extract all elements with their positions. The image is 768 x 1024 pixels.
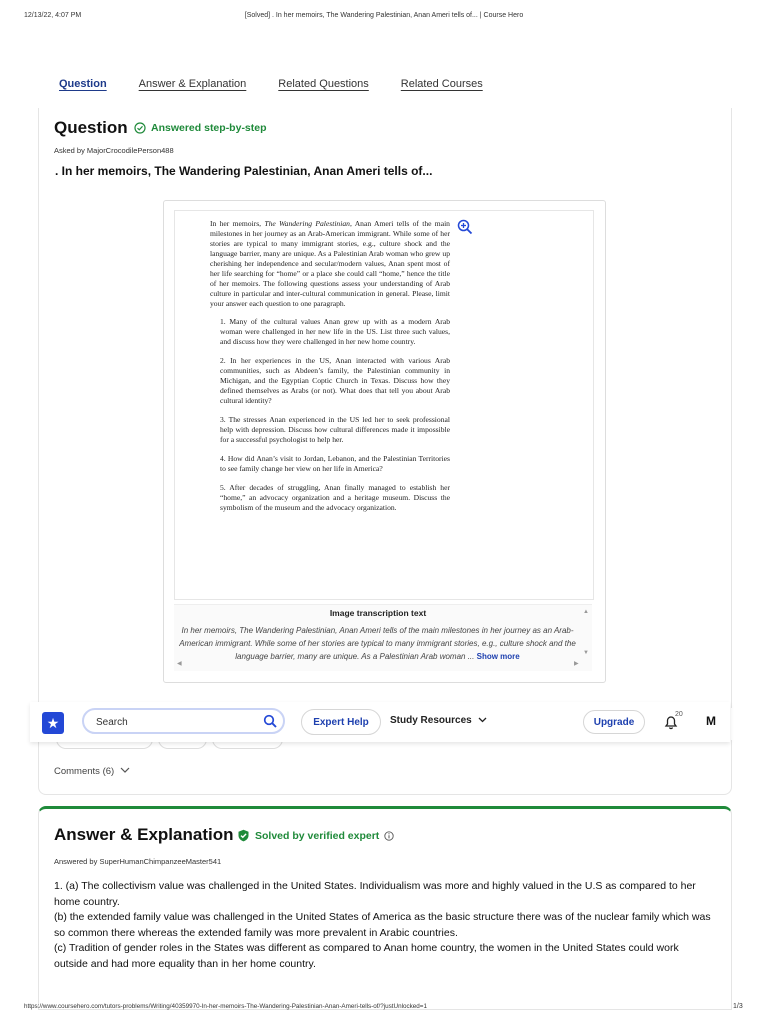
study-resources-label: Study Resources xyxy=(390,715,472,726)
print-page-title: [Solved] . In her memoirs, The Wandering Palestinian, Anan Ameri tells of... | Course Hero xyxy=(244,12,524,19)
doc-intro-italic: The Wandering Palestinian xyxy=(264,219,350,228)
scroll-down-icon[interactable]: ▼ xyxy=(583,650,589,656)
transcription-body: In her memoirs, The Wandering Palestinian, Anan Ameri tells of the main milestones in her journey as an Arab-American immigrant. While some of her stories are typical to many immigrant stories, e.g., culture shock and the language barrier, many are unique. As a Palestinian Arab woman ... xyxy=(179,626,576,661)
notification-count: 20 xyxy=(675,711,683,718)
avatar[interactable]: M xyxy=(706,714,716,728)
scroll-left-icon[interactable]: ◀ xyxy=(177,661,182,667)
show-more-link[interactable]: Show more xyxy=(476,652,520,661)
tab-answer-explanation[interactable]: Answer & Explanation xyxy=(138,78,247,90)
scroll-up-icon[interactable]: ▲ xyxy=(583,609,589,615)
transcription-text xyxy=(175,624,580,663)
search-box[interactable] xyxy=(82,708,285,734)
scroll-right-icon[interactable]: ▶ xyxy=(574,661,579,667)
verified-shield-icon xyxy=(237,829,250,842)
search-input[interactable] xyxy=(94,714,258,730)
comments-toggle[interactable] xyxy=(54,766,130,777)
tab-question[interactable]: Question xyxy=(59,78,107,90)
question-title: . In her memoirs, The Wandering Palestinian, Anan Ameri tells of... xyxy=(55,164,433,178)
check-circle-icon xyxy=(134,122,146,134)
doc-question-list xyxy=(210,317,450,513)
answered-status: Answered step-by-step xyxy=(151,122,267,134)
question-card-footer xyxy=(38,740,732,795)
print-url: https://www.coursehero.com/tutors-problems/Writing/40359970-In-her-memoirs-The-Wandering-Palestinian-Anan-Ameri-tells-of/?justUnlocked=1 xyxy=(24,1003,427,1010)
doc-question-item: 2. In her experiences in the US, Anan interacted with various Arab communities, such as Abdeen’s family, the Palestinian community in Michigan, and the Egyptian Coptic Church in Texas. Discuss how they defined themselves as Arabs (or not). What does that tell you about Arab cultural identity? xyxy=(220,356,450,405)
section-tabs xyxy=(59,78,483,90)
doc-intro-post: , Anan Ameri tells of the main milestones in her journey as an Arab-American immigrant. While some of her stories are typical to many immigrant stories, e.g., culture shock and the language barrier, many are unique. As a Palestinian Arab woman who grew up cherishing her independence and secular/modern values, Anan spent most of her life searching for “home” or a place she could call “home,” hence the title of her memoirs. The following questions assess your understanding of Arab culture in particular and inter-cultural communication in general. Please, limit your answer each question to one paragraph. xyxy=(210,219,450,308)
transcription-title: Image transcription text xyxy=(329,608,427,618)
star-icon: ★ xyxy=(46,714,60,731)
upgrade-button[interactable]: Upgrade xyxy=(583,710,645,734)
comments-label: Comments (6) xyxy=(54,766,115,777)
info-icon[interactable] xyxy=(384,831,394,841)
zoom-in-icon[interactable] xyxy=(457,219,473,235)
question-heading: Question xyxy=(54,118,128,137)
tab-related-questions[interactable]: Related Questions xyxy=(278,78,369,90)
answered-badge xyxy=(134,122,267,134)
course-hero-logo[interactable] xyxy=(42,712,64,734)
asked-by: Asked by MajorCrocodilePerson488 xyxy=(54,146,174,155)
chevron-down-icon xyxy=(478,716,487,723)
question-image-document xyxy=(210,219,450,522)
verified-badge xyxy=(237,829,394,842)
answer-paragraph: (c) Tradition of gender roles in the States was different as compared to Anan home country, the women in the United States could work outside and had more equality than in her home country. xyxy=(54,942,679,970)
doc-question-item: 3. The stresses Anan experienced in the US led her to seek professional help with depression. Discuss how cultural differences made it impossible for a successful psychologist to help her. xyxy=(220,415,450,444)
tab-related-courses[interactable]: Related Courses xyxy=(400,78,483,90)
doc-question-item: 4. How did Anan’s visit to Jordan, Lebanon, and the Palestinian Territories to see family change her view on her life in America? xyxy=(220,454,450,473)
search-icon[interactable] xyxy=(263,714,277,728)
print-datetime: 12/13/22, 4:07 PM xyxy=(24,12,82,19)
answer-heading: Answer & Explanation xyxy=(54,825,234,844)
answer-body xyxy=(54,879,714,972)
study-resources-menu[interactable] xyxy=(390,715,487,726)
answer-paragraph: 1. (a) The collectivism value was challenged in the United States. Individualism was more and highly valued in the U.S as compared to her home country. xyxy=(54,880,696,908)
doc-question-item: 1. Many of the cultural values Anan grew up with as a modern Arab woman were challenged in her new life in the US. List three such values, and discuss how they were challenged in her new home country. xyxy=(220,317,450,346)
answer-paragraph: (b) the extended family value was challenged in the United States of America as the basic structure there was of the nuclear family which was so common there whereas the extended family was more prevalent in Arabic countries. xyxy=(54,911,711,939)
answered-by: Answered by SuperHumanChimpanzeeMaster541 xyxy=(54,857,222,866)
doc-question-item: 5. After decades of struggling, Anan finally managed to establish her “home,” an advocacy organization and a heritage museum. Discuss the symbolism of the museum and the advocacy organization. xyxy=(220,483,450,512)
chevron-down-icon xyxy=(120,766,130,774)
expert-help-button[interactable]: Expert Help xyxy=(301,709,381,735)
verified-status: Solved by verified expert xyxy=(255,829,380,842)
print-page-number: 1/3 xyxy=(733,1003,743,1010)
doc-intro-pre: In her memoirs, xyxy=(210,219,265,228)
